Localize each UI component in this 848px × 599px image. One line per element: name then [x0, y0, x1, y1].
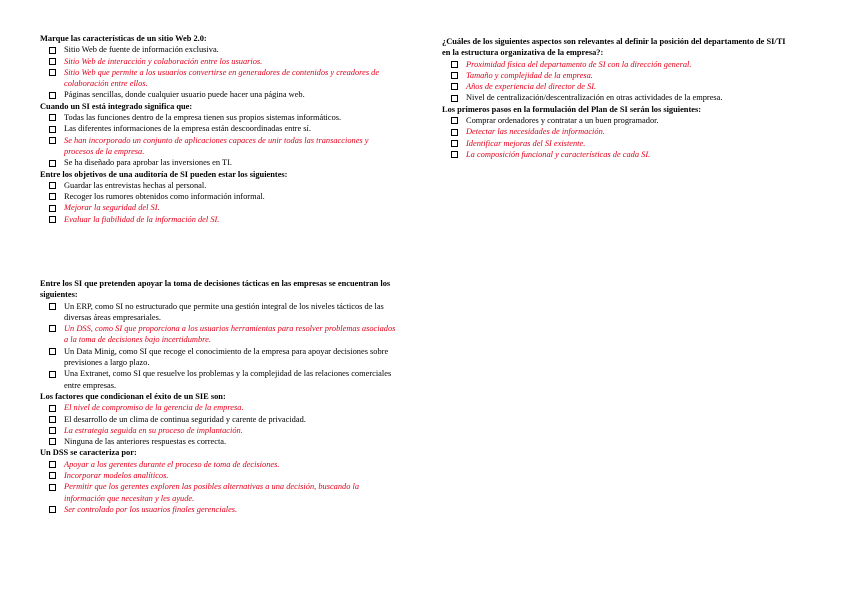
question-text: Entre los objetivos de una auditoría de SI pueden estar los siguientes: [40, 169, 288, 179]
left-column-bottom [40, 278, 400, 515]
correct-answer-text: El nivel de compromiso de la gerencia de la empresa. [64, 403, 244, 413]
question-block [40, 447, 400, 515]
answer-text: Un Data Minig, como SI que recoge el conocimiento de la empresa para apoyar decisiones sobre previsiones a largo plazo. [64, 346, 389, 368]
answer-option[interactable] [40, 202, 400, 213]
correct-answer-text: Permitir que los gerentes exploren las posibles alternativas a una decisión, buscando la información que necesitan y les ayude. [64, 482, 360, 503]
answer-option[interactable] [40, 56, 400, 67]
answer-option[interactable] [40, 323, 400, 346]
checkbox-icon[interactable] [49, 371, 56, 378]
answer-option[interactable] [40, 368, 400, 391]
checkbox-icon[interactable] [49, 427, 56, 434]
question-block [442, 36, 787, 104]
correct-answer-text: Detectar las necesidades de información. [466, 127, 605, 137]
checkbox-icon[interactable] [49, 416, 56, 423]
checkbox-icon[interactable] [49, 114, 56, 121]
answer-text: Ninguna de las anteriores respuestas es correcta. [64, 437, 227, 447]
answer-option[interactable] [40, 459, 400, 470]
answer-option[interactable] [40, 157, 400, 168]
answer-option[interactable] [40, 436, 400, 447]
checkbox-icon[interactable] [451, 61, 458, 68]
correct-answer-text: Proximidad física del departamento de SI con la dirección general. [466, 59, 692, 69]
correct-answer-text: Identificar mejoras del SI existente. [466, 138, 586, 148]
answer-text: Todas las funciones dentro de la empresa tienen sus propios sistemas informáticos. [64, 113, 342, 123]
question-text: Los primeros pasos en la formulación del Plan de SI serán los siguientes: [442, 104, 702, 114]
checkbox-icon[interactable] [49, 137, 56, 144]
answer-option[interactable] [40, 481, 400, 504]
correct-answer-text: La estrategia seguida en su proceso de implantación. [64, 425, 243, 435]
checkbox-icon[interactable] [49, 484, 56, 491]
question-block [40, 169, 400, 225]
answer-option[interactable] [40, 414, 400, 425]
answer-option[interactable] [40, 112, 400, 123]
correct-answer-text: Evaluar la fiabilidad de la información del SI. [64, 214, 220, 224]
correct-answer-text: Apoyar a los gerentes durante el proceso de toma de decisiones. [64, 459, 280, 469]
question-text: Un DSS se caracteriza por: [40, 448, 137, 458]
answer-text: Nivel de centralización/descentralización en otras actividades de la empresa. [466, 93, 723, 103]
question-text: ¿Cuáles de los siguientes aspectos son relevantes al definir la posición del departamento de SI/TI en la estructura organizativa de la empresa?: [442, 37, 786, 58]
answer-option[interactable] [40, 44, 400, 55]
checkbox-icon[interactable] [49, 405, 56, 412]
right-column [442, 36, 787, 160]
checkbox-icon[interactable] [49, 58, 56, 65]
answer-option[interactable] [442, 115, 787, 126]
question-block [40, 391, 400, 447]
checkbox-icon[interactable] [49, 216, 56, 223]
answer-option[interactable] [442, 149, 787, 160]
question-block [40, 101, 400, 169]
answer-text: Se ha diseñado para aprobar las inversiones en TI. [64, 158, 232, 168]
checkbox-icon[interactable] [49, 506, 56, 513]
answer-text: El desarrollo de un clima de continua seguridad y carente de privacidad. [64, 414, 306, 424]
left-column-top [40, 33, 400, 225]
question-text: Marque las características de un sitio Web 2.0: [40, 34, 207, 43]
question-block [40, 278, 400, 391]
correct-answer-text: Ser controlado por los usuarios finales gerenciales. [64, 504, 238, 514]
correct-answer-text: Mejorar la seguridad del SI. [64, 203, 160, 213]
answer-option[interactable] [40, 504, 400, 515]
answer-option[interactable] [442, 81, 787, 92]
question-text: Entre los SI que pretenden apoyar la toma de decisiones tácticas en las empresas se encuentran los siguientes: [40, 279, 391, 300]
answer-option[interactable] [40, 346, 400, 369]
answer-option[interactable] [40, 123, 400, 134]
answer-option[interactable] [442, 59, 787, 70]
question-block [442, 104, 787, 160]
answer-text: Un ERP, como SI no estructurado que permite una gestión integral de los niveles tácticos de las diversas áreas empresariales. [64, 301, 384, 322]
answer-text: Una Extranet, como SI que resuelve los problemas y la complejidad de las relaciones comerciales entre empresas. [64, 369, 392, 390]
correct-answer-text: Se han incorporado un conjunto de aplicaciones capaces de unir todas las transacciones y procesos de la empresa. [64, 135, 369, 156]
question-block [40, 33, 400, 101]
checkbox-icon[interactable] [451, 140, 458, 147]
answer-option[interactable] [40, 135, 400, 158]
checkbox-icon[interactable] [451, 83, 458, 90]
correct-answer-text: Años de experiencia del director de SI. [466, 82, 597, 92]
checkbox-icon[interactable] [451, 72, 458, 79]
checkbox-icon[interactable] [49, 348, 56, 355]
checkbox-icon[interactable] [49, 126, 56, 133]
checkbox-icon[interactable] [49, 160, 56, 167]
checkbox-icon[interactable] [49, 69, 56, 76]
checkbox-icon[interactable] [49, 47, 56, 54]
answer-option[interactable] [40, 301, 400, 324]
answer-option[interactable] [442, 138, 787, 149]
answer-option[interactable] [442, 126, 787, 137]
answer-option[interactable] [442, 92, 787, 103]
checkbox-icon[interactable] [49, 461, 56, 468]
answer-option[interactable] [40, 67, 400, 90]
answer-text: Las diferentes informaciones de la empresa están descoordinadas entre sí. [64, 124, 311, 134]
answer-text: Guardar las entrevistas hechas al personal. [64, 180, 207, 190]
checkbox-icon[interactable] [451, 129, 458, 136]
checkbox-icon[interactable] [49, 325, 56, 332]
answer-option[interactable] [40, 470, 400, 481]
correct-answer-text: Tamaño y complejidad de la empresa. [466, 70, 593, 80]
answer-option[interactable] [40, 214, 400, 225]
checkbox-icon[interactable] [451, 151, 458, 158]
checkbox-icon[interactable] [49, 303, 56, 310]
answer-option[interactable] [40, 425, 400, 436]
checkbox-icon[interactable] [49, 472, 56, 479]
correct-answer-text: Incorporar modelos analíticos. [64, 471, 169, 481]
answer-option[interactable] [40, 180, 400, 191]
checkbox-icon[interactable] [49, 182, 56, 189]
correct-answer-text: Sitio Web de interacción y colaboración entre los usuarios. [64, 56, 263, 66]
answer-option[interactable] [40, 89, 400, 100]
answer-text: Recoger los rumores obtenidos como información informal. [64, 192, 265, 202]
answer-text: Sitio Web de fuente de información exclusiva. [64, 45, 219, 55]
answer-option[interactable] [40, 191, 400, 202]
checkbox-icon[interactable] [49, 205, 56, 212]
answer-text: Comprar ordenadores y contratar a un buen programador. [466, 116, 659, 126]
checkbox-icon[interactable] [49, 438, 56, 445]
checkbox-icon[interactable] [451, 117, 458, 124]
checkbox-icon[interactable] [49, 193, 56, 200]
answer-option[interactable] [40, 402, 400, 413]
answer-text: Páginas sencillas, donde cualquier usuario puede hacer una página web. [64, 90, 305, 100]
checkbox-icon[interactable] [451, 95, 458, 102]
correct-answer-text: La composición funcional y características de cada SI. [466, 149, 651, 159]
answer-option[interactable] [442, 70, 787, 81]
correct-answer-text: Sitio Web que permite a los usuarios convertirse en generadores de contenidos y creadores de colaboración entre ellos. [64, 67, 380, 89]
checkbox-icon[interactable] [49, 92, 56, 99]
correct-answer-text: Un DSS, como SI que proporciona a los usuarios herramientas para resolver problemas asociados a la toma de decisiones bajo incertidumbre. [64, 324, 396, 345]
question-text: Los factores que condicionan el éxito de un SIE son: [40, 391, 226, 401]
question-text: Cuando un SI está integrado significa que: [40, 101, 193, 111]
